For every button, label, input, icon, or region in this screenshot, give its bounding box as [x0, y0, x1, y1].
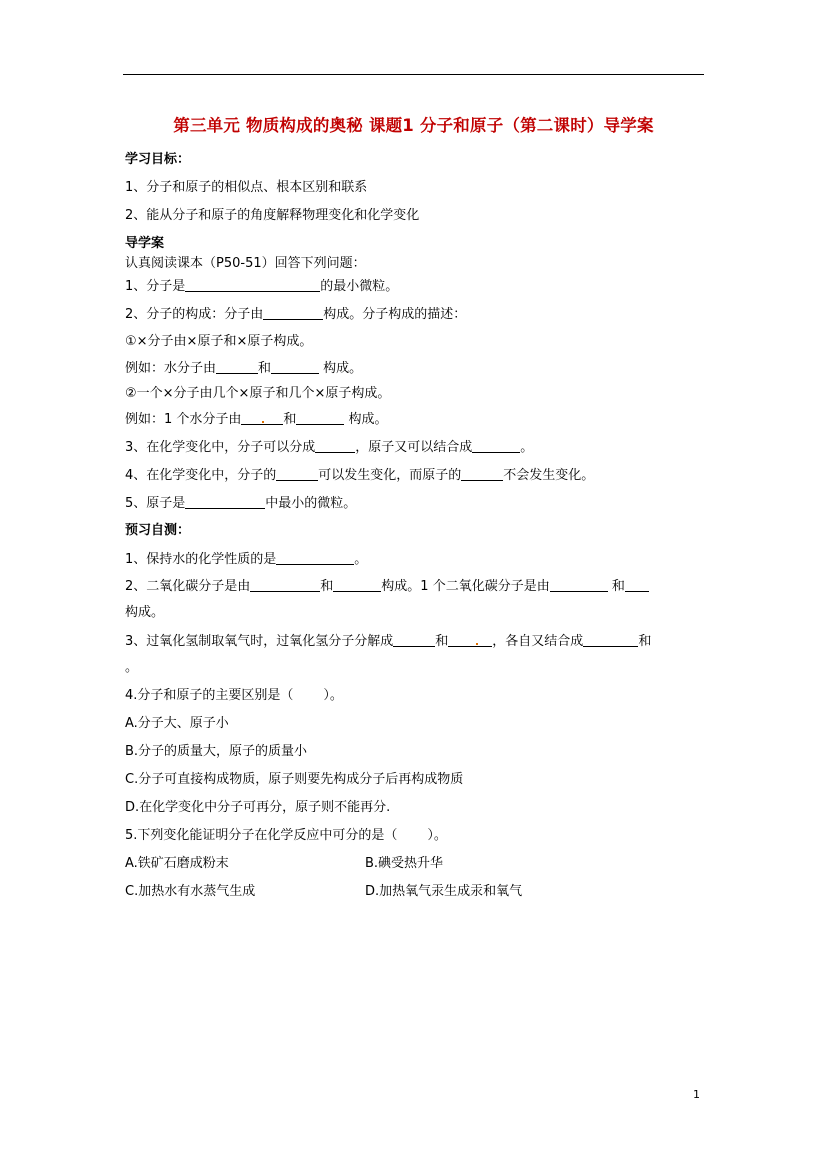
guide-question-2-example2: 例如：1 个水分子由 和 构成。 [125, 412, 388, 427]
preview-question-3: 3、过氧化氢制取氧气时，过氧化氢分子分解成 和 ，各自又结合成 和 [125, 634, 652, 649]
choice-b: B.分子的质量大，原子的质量小 [125, 744, 308, 759]
preview-question-2-cont: 构成。 [125, 605, 165, 620]
choice-d: D.在化学变化中分子可再分，原子则不能再分. [125, 800, 391, 815]
answer-blank[interactable] [185, 278, 320, 292]
answer-blank[interactable] [461, 467, 503, 481]
page-title: 第三单元 物质构成的奥秘 课题1 分子和原子（第二课时）导学案 [173, 116, 654, 135]
answer-blank[interactable] [276, 467, 318, 481]
preview-heading: 预习自测： [125, 523, 191, 538]
choice-row [125, 884, 523, 900]
answer-blank[interactable] [550, 578, 608, 592]
answer-blank[interactable] [315, 439, 355, 453]
answer-blank[interactable] [271, 360, 319, 374]
answer-blank[interactable] [448, 633, 492, 647]
answer-blank[interactable] [185, 495, 265, 509]
header-rule [123, 74, 704, 75]
answer-blank[interactable] [250, 578, 320, 592]
choice-b: B.碘受热升华 [365, 856, 444, 871]
choice-c: C.加热水有水蒸气生成 [125, 884, 256, 899]
guide-question-2-desc2: ②一个×分子由几个×原子和几个×原子构成。 [125, 386, 391, 401]
answer-blank[interactable] [296, 411, 344, 425]
choice-d: D.加热氧气汞生成汞和氧气 [365, 884, 523, 899]
preview-question-1: 1、保持水的化学性质的是 。 [125, 552, 368, 567]
guide-question-2-example1: 例如：水分子由 和 构成。 [125, 361, 363, 376]
answer-blank[interactable] [393, 633, 435, 647]
guide-question-4: 4、在化学变化中，分子的 可以发生变化，而原子的 不会发生变化。 [125, 468, 595, 483]
objective-item: 2、能从分子和原子的角度解释物理变化和化学变化 [125, 208, 420, 223]
answer-blank[interactable] [216, 360, 258, 374]
guide-question-2: 2、分子的构成：分子由 构成。分子构成的描述： [125, 307, 467, 322]
preview-question-3-cont: 。 [125, 660, 139, 675]
guide-heading: 导学案 [125, 236, 165, 251]
guide-question-1: 1、分子是 的最小微粒。 [125, 279, 399, 294]
page-number: 1 [693, 1088, 700, 1101]
choice-a: A.铁矿石磨成粉末 [125, 856, 229, 871]
guide-question-2-desc1: ①×分子由×原子和×原子构成。 [125, 334, 313, 349]
guide-intro: 认真阅读课本（P50-51）回答下列问题： [125, 256, 366, 271]
objective-item: 1、分子和原子的相似点、根本区别和联系 [125, 180, 368, 195]
objectives-heading: 学习目标： [125, 152, 191, 167]
answer-blank[interactable] [276, 551, 354, 565]
preview-question-5: 5.下列变化能证明分子在化学反应中可分的是（ ）。 [125, 828, 447, 843]
answer-blank[interactable] [263, 306, 323, 320]
guide-question-5: 5、原子是 中最小的微粒。 [125, 496, 357, 511]
choice-c: C.分子可直接构成物质，原子则要先构成分子后再构成物质 [125, 772, 464, 787]
choice-row [125, 856, 444, 872]
answer-blank[interactable] [333, 578, 381, 592]
answer-blank[interactable] [625, 578, 649, 592]
answer-blank[interactable] [241, 411, 283, 425]
preview-question-2: 2、二氧化碳分子是由 和 构成。1 个二氧化碳分子是由 和 [125, 578, 649, 595]
choice-a: A.分子大、原子小 [125, 716, 229, 731]
preview-question-4: 4.分子和原子的主要区别是（ ）。 [125, 688, 343, 703]
answer-blank[interactable] [472, 439, 520, 453]
guide-question-3: 3、在化学变化中，分子可以分成 ，原子又可以结合成 。 [125, 440, 534, 455]
answer-blank[interactable] [583, 633, 638, 647]
